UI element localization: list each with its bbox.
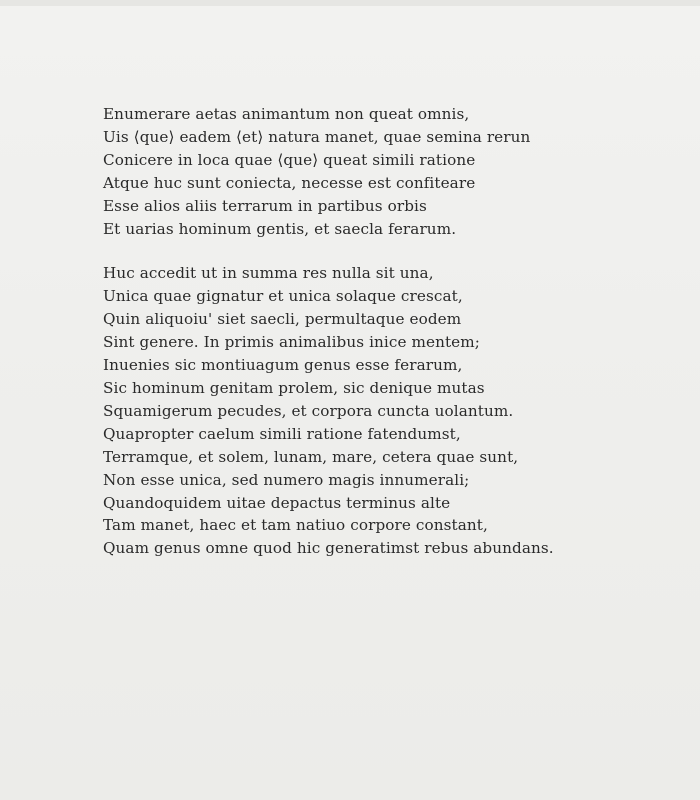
poem-line: Tam manet, haec et tam natiuo corpore constant, <box>103 516 488 535</box>
poem-line: Huc accedit ut in summa res nulla sit una, <box>103 264 434 283</box>
page-top-edge <box>0 0 700 6</box>
poem-line: Inuenies sic montiuagum genus esse ferarum, <box>103 356 463 375</box>
poem-line: Quin aliquoiu' siet saecli, permultaque eodem <box>103 310 462 329</box>
poem-text <box>103 103 663 560</box>
poem-line: Atque huc sunt coniecta, necesse est confiteare <box>103 173 476 192</box>
poem-line: Esse alios aliis terrarum in partibus orbis <box>103 196 427 215</box>
stanza-2 <box>103 262 663 560</box>
poem-line: Sint genere. In primis animalibus inice mentem; <box>103 333 480 352</box>
poem-line: Quapropter caelum simili ratione fatendumst, <box>103 424 461 443</box>
poem-line: Non esse unica, sed numero magis innumerali; <box>103 470 470 489</box>
poem-line: Terramque, et solem, lunam, mare, cetera quae sunt, <box>103 447 519 466</box>
poem-line: Quam genus omne quod hic generatimst rebus abundans. <box>103 539 554 558</box>
poem-line: Unica quae gignatur et unica solaque crescat, <box>103 287 463 306</box>
poem-line: Squamigerum pecudes, et corpora cuncta uolantum. <box>103 401 514 420</box>
poem-line: Et uarias hominum gentis, et saecla ferarum. <box>103 219 457 238</box>
poem-line: Enumerare aetas animantum non queat omnis, <box>103 105 470 123</box>
poem-line: Sic hominum genitam prolem, sic denique mutas <box>103 378 485 397</box>
poem-line: Conicere in loca quae ⟨que⟩ queat simili ratione <box>103 150 476 169</box>
poem-line: Quandoquidem uitae depactus terminus alte <box>103 493 451 512</box>
stanza-1 <box>103 103 663 240</box>
poem-line: Uis ⟨que⟩ eadem ⟨et⟩ natura manet, quae semina rerun <box>103 127 531 146</box>
